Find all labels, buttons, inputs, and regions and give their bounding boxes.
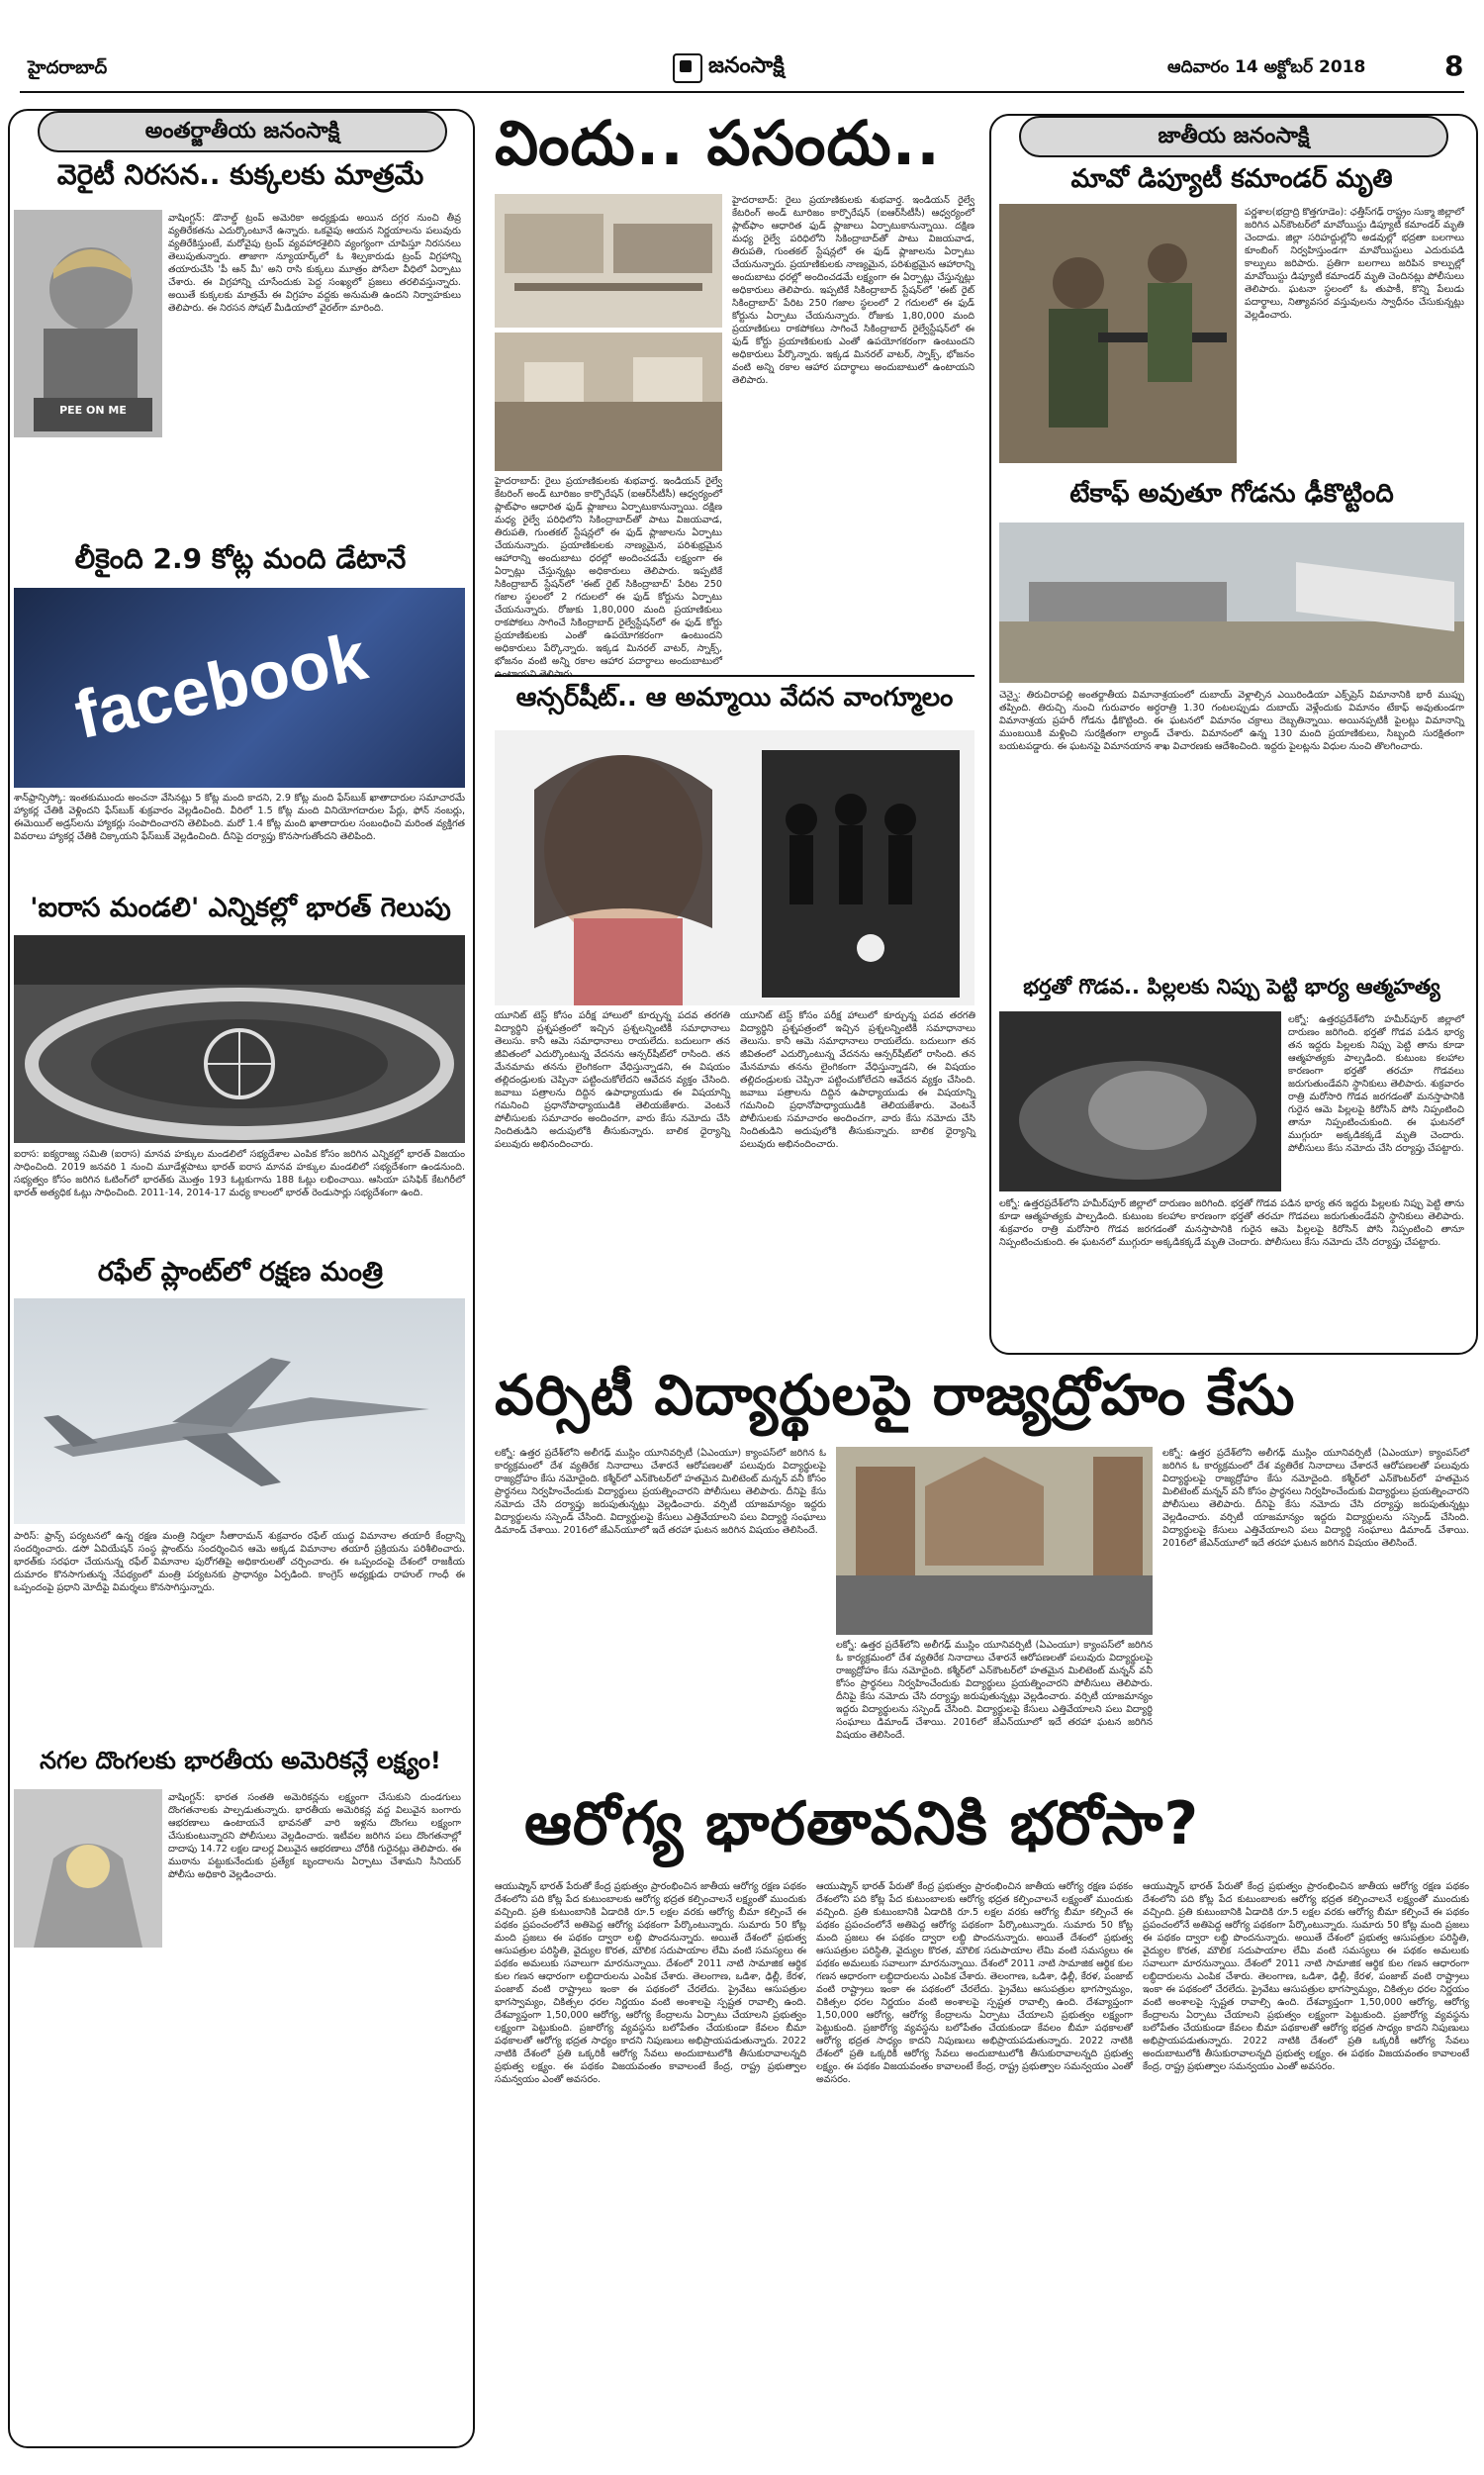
story-headline: వెరైటీ నిరసన.. కుక్కలకు మాత్రమే: [56, 158, 424, 191]
second-body-part1: యూనిట్‌ టెస్ట్‌ కోసం పరీక్ష హాలులో కూర్చున్న పదవ తరగతి విద్యార్థిని ప్రశ్నపత్రంలో ఇచ్చిన ప్రశ్నలన్నింటికీ సమాధానాలు తెలుసు. కానీ ఆమె సమాధానాలు రాయలేదు. బదులుగా తన జీవితంలో ఎదుర్కొంటున్న వేదనను ఆన్సర్‌షీట్‌లో రాసింది. తన మేనమామ తనను లైంగికంగా వేధిస్తున్నాడని, ఈ విషయం తల్లిదండ్రులకు చెప్పినా పట్టించుకోలేదని ఆవేదన వ్యక్తం చేసింది. జవాబు పత్రాలను దిద్దిన ఉపాధ్యాయుడు ఈ విషయాన్ని గమనించి ప్రధానోపాధ్యాయుడికి తెలియజేశారు. వెంటనే పోలీసులకు సమాచారం అందించగా, వారు కేసు నమోదు చేసి నిందితుడిని అదుపులోకి తీసుకున్నారు. బాలిక ధైర్యాన్ని పలువురు అభినందించారు.: [495, 1010, 730, 1150]
newspaper-logo-icon: [673, 53, 702, 83]
story-body: వాషింగ్టన్‌: భారత సంతతి అమెరికన్లను లక్ష్యంగా చేసుకుని దుండగులు దొంగతనాలకు పాల్పడుతున్నారు. భారతీయ అమెరికన్ల వద్ద విలువైన బంగారు ఆభరణాలు ఉంటాయనే భావనతో వారి ఇళ్లను దొంగలు లక్ష్యంగా చేసుకుంటున్నారని పోలీసులు వెల్లడించారు. ఇటీవల జరిగిన పలు దొంగతనాల్లో దాదాపు 14.72 లక్షల డాలర్ల విలువైన ఆభరణాలు చోరీకి గురైనట్లు తెలిపారు. ఈ ముఠాను పట్టుకునేందుకు ప్రత్యేక బృందాలను ఏర్పాటు చేశామని సీనియర్‌ పోలీసు అధికారి వెల్లడించారు.: [168, 1792, 461, 1880]
armed-cadre-image: [999, 204, 1237, 463]
story-headline: 'ఐరాస మండలి' ఎన్నికల్లో భారత్‌ గెలుపు: [30, 893, 451, 923]
trump-statue-photo: [14, 210, 162, 437]
story-body-continued: లక్నో: ఉత్తరప్రదేశ్‌లోని హమీర్‌పూర్‌ జిల్లాలో దారుణం జరిగింది. భర్తతో గొడవ పడిన భార్య తన ఇద్దరు పిల్లలకు నిప్పు పెట్టి తాను కూడా ఆత్మహత్యకు పాల్పడింది. కుటుంబ కలహాల కారణంగా భర్తతో తరచూ గొడవలు జరుగుతుండేవని స్థానికులు తెలిపారు. శుక్రవారం రాత్రి మరోసారి గొడవ జరగడంతో మనస్తాపానికి గురైన ఆమె పిల్లలపై కిరోసిన్‌ పోసి నిప్పంటించి తానూ నిప్పంటించుకుంది. ఈ ఘటనలో ముగ్గురూ అక్కడికక్కడే మృతి చెందారు. పోలీసులు కేసు నమోదు చేసి దర్యాప్తు చేపట్టారు.: [999, 1198, 1465, 1248]
fighter-jet-image: [14, 1298, 465, 1524]
masthead: [0, 0, 1484, 94]
story-body: పర్ణశాల(భద్రాద్రి కొత్తగూడెం): ఛత్తీస్‌గఢ్‌ రాష్ట్రం సుక్మా జిల్లాలో జరిగిన ఎన్‌కౌంటర్‌లో మావోయిస్టు డిప్యూటీ కమాండర్‌ మృతి చెందాడు. జిల్లా సరిహద్దుల్లోని అడవుల్లో భద్రతా బలగాలు కూంబింగ్‌ నిర్వహిస్తుండగా మావోయిస్టులు ఎదురుపడి కాల్పులు జరిపారు. ప్రతిగా బలగాలు జరిపిన కాల్పుల్లో మావోయిస్టు డిప్యూటీ కమాండర్‌ మృతి చెందినట్లు పోలీసులు తెలిపారు. ఘటనా స్థలంలో ఓ తుపాకీ, కొన్ని పేలుడు పదార్థాలు, నిత్యావసర వస్తువులను స్వాధీనం చేసుకున్నట్లు వెల్లడించారు.: [1245, 207, 1464, 321]
story-headline: మావో డిప్యూటీ కమాండర్‌ మృతి: [1070, 164, 1393, 194]
fourth-body-part3: ఆయుష్మాన్‌ భారత్‌ పేరుతో కేంద్ర ప్రభుత్వం ప్రారంభించిన జాతీయ ఆరోగ్య రక్షణ పథకం దేశంలోని పది కోట్ల పేద కుటుంబాలకు ఆరోగ్య భద్రత కల్పించాలనే లక్ష్యంతో ముందుకు వచ్చింది. ప్రతి కుటుంబానికి ఏడాదికి రూ.5 లక్షల వరకు ఆరోగ్య బీమా కల్పించే ఈ పథకం ప్రపంచంలోనే అతిపెద్ద ఆరోగ్య పథకంగా పేర్కొంటున్నారు. సుమారు 50 కోట్ల మంది ప్రజలు ఈ పథకం ద్వారా లబ్ధి పొందనున్నారు. అయితే దేశంలో ప్రభుత్వ ఆసుపత్రుల పరిస్థితి, వైద్యుల కొరత, మౌలిక సదుపాయాల లేమి వంటి సమస్యలు ఈ పథకం అమలుకు సవాలుగా మారనున్నాయి. దేశంలో 2011 నాటి సామాజిక ఆర్థిక కుల గణన ఆధారంగా లబ్ధిదారులను ఎంపిక చేశారు. తెలంగాణ, ఒడిశా, ఢిల్లీ, కేరళ, పంజాబ్‌ వంటి రాష్ట్రాలు ఇంకా ఈ పథకంలో చేరలేదు. ప్రైవేటు ఆసుపత్రుల భాగస్వామ్యం, చికిత్సల ధరల నిర్ణయం వంటి అంశాలపై స్పష్టత రావాల్సి ఉంది. దేశవ్యాప్తంగా 1,50,000 ఆరోగ్య, ఆరోగ్య కేంద్రాలను ఏర్పాటు చేయాలని ప్రభుత్వం లక్ష్యంగా పెట్టుకుంది. ప్రజారోగ్య వ్యవస్థను బలోపేతం చేయకుండా కేవలం బీమా పథకాలతో ఆరోగ్య భద్రత సాధ్యం కాదని నిపుణులు అభిప్రాయపడుతున్నారు. 2022 నాటికి దేశంలో ప్రతి ఒక్కరికీ ఆరోగ్య సేవలు అందుబాటులోకి తీసుకురావాలన్నది ప్రభుత్వ లక్ష్యం. ఈ పథకం విజయవంతం కావాలంటే కేంద్ర, రాష్ట్ర ప్రభుత్వాల సమన్వయం ఎంతో అవసరం.: [1143, 1881, 1469, 2072]
masthead-logo-text: జనంసాక్షి: [708, 53, 785, 78]
story-body: పారిస్‌: ఫ్రాన్స్‌ పర్యటనలో ఉన్న రక్షణ మంత్రి నిర్మలా సీతారామన్‌ శుక్రవారం రఫేల్‌ యుద్ధ విమానాల తయారీ కేంద్రాన్ని సందర్శించారు. డసో ఏవియేషన్‌ సంస్థ ప్లాంట్‌ను సందర్శించిన ఆమె అక్కడ విమానాల తయారీ ప్రక్రియను పరిశీలించారు. భారత్‌కు సరఫరా చేయనున్న రఫేల్‌ విమానాల పురోగతిపై అధికారులతో చర్చించారు. ఈ ఒప్పందంపై దేశంలో రాజకీయ దుమారం కొనసాగుతున్న నేపథ్యంలో మంత్రి పర్యటనకు ప్రాధాన్యం ఏర్పడింది. కాంగ్రెస్‌ అధ్యక్షుడు రాహుల్‌ గాంధీ ఈ ఒప్పందంపై ప్రధాని మోదీపై విమర్శలు కొనసాగిస్తున్నారు.: [14, 1531, 465, 1593]
third-body-part1: లక్నో: ఉత్తర ప్రదేశ్‌లోని అలీగఢ్‌ ముస్లిం యూనివర్సిటీ (ఏఎంయూ) క్యాంపస్‌లో జరిగిన ఓ కార్యక్రమంలో దేశ వ్యతిరేక నినాదాలు చేశారనే ఆరోపణలతో పలువురు విద్యార్థులపై రాజ్యద్రోహం కేసు నమోదైంది. కశ్మీర్‌లో ఎన్‌కౌంటర్‌లో హతమైన మిలిటెంట్‌ మన్నన్‌ వనీ కోసం ప్రార్థనలు నిర్వహించేందుకు విద్యార్థులు ప్రయత్నించారని పోలీసులు తెలిపారు. దీనిపై కేసు నమోదు చేసి దర్యాప్తు జరుపుతున్నట్లు వెల్లడించారు. వర్సిటీ యాజమాన్యం ఇద్దరు విద్యార్థులను సస్పెండ్‌ చేసింది. విద్యార్థులపై కేసులు ఎత్తివేయాలని పలు విద్యార్థి సంఘాలు డిమాండ్‌ చేశాయి. 2016లో జేఎన్‌యూలో ఇదే తరహా ఘటన జరిగిన విషయం తెలిసిందే.: [495, 1448, 826, 1536]
lead-body-part2: హైదరాబాద్‌: రైలు ప్రయాణికులకు శుభవార్త. ఇండియన్‌ రైల్వే కేటరింగ్‌ అండ్‌ టూరిజం కార్పొరేషన్‌ (ఐఆర్‌సీటీసీ) ఆధ్వర్యంలో ప్లాట్‌ఫాం ఆధారిత ఫుడ్‌ ప్లాజాలు ఏర్పాటుకానున్నాయి. దక్షిణ మధ్య రైల్వే పరిధిలోని సికింద్రాబాద్‌తో పాటు విజయవాడ, తిరుపతి, గుంతకల్‌ స్టేషన్లలో ఈ ఫుడ్‌ ప్లాజాలను ఏర్పాటు చేయనున్నారు. ప్రయాణికులకు నాణ్యమైన, పరిశుభ్రమైన ఆహారాన్ని అందుబాటు ధరల్లో అందించడమే లక్ష్యంగా ఈ ఏర్పాట్లు చేస్తున్నట్లు అధికారులు తెలిపారు. ఇప్పటికే సికింద్రాబాద్‌ స్టేషన్‌లో 'ఈట్‌ రైట్‌ సికింద్రాబాద్‌' పేరిట 250 గజాల స్థలంలో 2 గదులలో ఈ ఫుడ్‌ కోర్టును ఏర్పాటు చేయనున్నారు. రోజుకు 1,80,000 మంది ప్రయాణికులు రాకపోకలు సాగించే సికింద్రాబాద్‌ రైల్వేస్టేషన్‌లో ఈ ఫుడ్‌ కోర్టు ప్రయాణికులకు ఎంతో ఉపయోగకరంగా ఉంటుందని అధికారులు పేర్కొన్నారు. ఇక్కడ మినరల్‌ వాటర్‌, స్నాక్స్‌, భోజనం వంటి అన్ని రకాల ఆహార పదార్థాలు అందుబాటులో ఉంటాయని తెలిపారు.: [732, 195, 974, 386]
statue-sign-text: PEE ON ME: [59, 404, 127, 417]
story-body: లక్నో: ఉత్తరప్రదేశ్‌లోని హమీర్‌పూర్‌ జిల్లాలో దారుణం జరిగింది. భర్తతో గొడవ పడిన భార్య తన ఇద్దరు పిల్లలకు నిప్పు పెట్టి తాను కూడా ఆత్మహత్యకు పాల్పడింది. కుటుంబ కలహాల కారణంగా భర్తతో తరచూ గొడవలు జరుగుతుండేవని స్థానికులు తెలిపారు. శుక్రవారం రాత్రి మరోసారి గొడవ జరగడంతో మనస్తాపానికి గురైన ఆమె పిల్లలపై కిరోసిన్‌ పోసి నిప్పంటించి తానూ నిప్పంటించుకుంది. ఈ ఘటనలో ముగ్గురూ అక్కడికక్కడే మృతి చెందారు. పోలీసులు కేసు నమోదు చేసి దర్యాప్తు చేపట్టారు.: [1288, 1014, 1464, 1154]
third-body-part2: లక్నో: ఉత్తర ప్రదేశ్‌లోని అలీగఢ్‌ ముస్లిం యూనివర్సిటీ (ఏఎంయూ) క్యాంపస్‌లో జరిగిన ఓ కార్యక్రమంలో దేశ వ్యతిరేక నినాదాలు చేశారనే ఆరోపణలతో పలువురు విద్యార్థులపై రాజ్యద్రోహం కేసు నమోదైంది. కశ్మీర్‌లో ఎన్‌కౌంటర్‌లో హతమైన మిలిటెంట్‌ మన్నన్‌ వనీ కోసం ప్రార్థనలు నిర్వహించేందుకు విద్యార్థులు ప్రయత్నించారని పోలీసులు తెలిపారు. దీనిపై కేసు నమోదు చేసి దర్యాప్తు జరుపుతున్నట్లు వెల్లడించారు. వర్సిటీ యాజమాన్యం ఇద్దరు విద్యార్థులను సస్పెండ్‌ చేసింది. విద్యార్థులపై కేసులు ఎత్తివేయాలని పలు విద్యార్థి సంఘాలు డిమాండ్‌ చేశాయి. 2016లో జేఎన్‌యూలో ఇదే తరహా ఘటన జరిగిన విషయం తెలిసిందే.: [836, 1640, 1153, 1741]
story-body: ఐరాస: ఐక్యరాజ్య సమితి (ఐరాస) మానవ హక్కుల మండలిలో సభ్యదేశాల ఎంపిక కోసం జరిగిన ఎన్నికల్లో భారత్‌ విజయం సాధించింది. 2019 జనవరి 1 నుంచి మూడేళ్లపాటు భారత్‌ ఐరాస మానవ హక్కుల మండలిలో సభ్యదేశంగా ఉండనుంది. సభ్యత్వం కోసం జరిగిన ఓటింగ్‌లో భారత్‌కు మొత్తం 193 ఓట్లకుగాను 188 ఓట్లు లభించాయి. ఆసియా పసిఫిక్‌ కేటగిరీలో భారత్‌ అత్యధిక ఓట్లు సాధించింది. 2011-14, 2014-17 మధ్య కాలంలో భారత్‌ రెండుసార్లు సభ్యదేశంగా ఉంది.: [14, 1149, 465, 1198]
lead-headline: విందు.. పసందు..: [495, 107, 941, 179]
masthead-date: ఆదివారం 14 అక్టోబర్ 2018: [1167, 57, 1366, 77]
left-section-title: అంతర్జాతీయ జనంసాక్షి: [38, 111, 447, 152]
right-section-title: జాతీయ జనంసాక్షి: [1019, 116, 1448, 157]
fourth-body-part2: ఆయుష్మాన్‌ భారత్‌ పేరుతో కేంద్ర ప్రభుత్వం ప్రారంభించిన జాతీయ ఆరోగ్య రక్షణ పథకం దేశంలోని పది కోట్ల పేద కుటుంబాలకు ఆరోగ్య భద్రత కల్పించాలనే లక్ష్యంతో ముందుకు వచ్చింది. ప్రతి కుటుంబానికి ఏడాదికి రూ.5 లక్షల వరకు ఆరోగ్య బీమా కల్పించే ఈ పథకం ప్రపంచంలోనే అతిపెద్ద ఆరోగ్య పథకంగా పేర్కొంటున్నారు. సుమారు 50 కోట్ల మంది ప్రజలు ఈ పథకం ద్వారా లబ్ధి పొందనున్నారు. అయితే దేశంలో ప్రభుత్వ ఆసుపత్రుల పరిస్థితి, వైద్యుల కొరత, మౌలిక సదుపాయాల లేమి వంటి సమస్యలు ఈ పథకం అమలుకు సవాలుగా మారనున్నాయి. దేశంలో 2011 నాటి సామాజిక ఆర్థిక కుల గణన ఆధారంగా లబ్ధిదారులను ఎంపిక చేశారు. తెలంగాణ, ఒడిశా, ఢిల్లీ, కేరళ, పంజాబ్‌ వంటి రాష్ట్రాలు ఇంకా ఈ పథకంలో చేరలేదు. ప్రైవేటు ఆసుపత్రుల భాగస్వామ్యం, చికిత్సల ధరల నిర్ణయం వంటి అంశాలపై స్పష్టత రావాల్సి ఉంది. దేశవ్యాప్తంగా 1,50,000 ఆరోగ్య, ఆరోగ్య కేంద్రాలను ఏర్పాటు చేయాలని ప్రభుత్వం లక్ష్యంగా పెట్టుకుంది. ప్రజారోగ్య వ్యవస్థను బలోపేతం చేయకుండా కేవలం బీమా పథకాలతో ఆరోగ్య భద్రత సాధ్యం కాదని నిపుణులు అభిప్రాయపడుతున్నారు. 2022 నాటికి దేశంలో ప్రతి ఒక్కరికీ ఆరోగ్య సేవలు అందుబాటులోకి తీసుకురావాలన్నది ప్రభుత్వ లక్ష్యం. ఈ పథకం విజయవంతం కావాలంటే కేంద్ర, రాష్ట్ర ప్రభుత్వాల సమన్వయం ఎంతో అవసరం.: [816, 1881, 1133, 2085]
story-body: శాన్‌ఫ్రాన్సిస్కో: ఇంతకుముందు అంచనా వేసినట్లు 5 కోట్ల మంది కాదని, 2.9 కోట్ల మంది ఫేస్‌బుక్‌ ఖాతాదారుల సమాచారమే హ్యాకర్ల చేతికి వెళ్లిందని ఫేస్‌బుక్‌ శుక్రవారం వెల్లడించింది. వీరిలో 1.5 కోట్ల మంది వినియోగదారుల పేర్లు, ఫోన్‌ నంబర్లు, ఈమెయిల్‌ అడ్రస్‌లను హ్యాకర్లు సంపాదించారని తెలిపింది. మరో 1.4 కోట్ల మంది ఖాతాదారుల సంబంధించి మరింత వ్యక్తిగత వివరాలు హ్యాకర్ల చేతికి చిక్కాయని ఫేస్‌బుక్‌ వెల్లడించింది. దీనిపై దర్యాప్తు కొనసాగుతోందని తెలిపింది.: [14, 793, 465, 842]
masthead-logo: [673, 53, 785, 83]
restaurant-interior-image: [495, 194, 722, 328]
fire-smoke-image: [999, 1011, 1281, 1191]
food-counter-image: [495, 333, 722, 471]
un-assembly-photo: [14, 935, 465, 1143]
masthead-rule: [20, 91, 1464, 93]
story-headline: లీకైంది 2.9 కోట్ల మంది డేటానే: [74, 542, 407, 575]
story-headline: టేకాఫ్‌ అవుతూ గోడను ఢీకొట్టింది: [1069, 479, 1394, 509]
damaged-wall-image: [999, 523, 1464, 683]
story-headline: నగల దొంగలకు భారతీయ అమెరికన్లే లక్ష్యం!: [40, 1747, 441, 1774]
hands-jewellery-image: [14, 1789, 162, 1948]
food-plaza-photo-2: [495, 333, 722, 471]
jewellery-hands-photo: [14, 1789, 162, 1948]
section-divider: [495, 675, 974, 677]
university-campus-photo: [836, 1447, 1153, 1635]
girl-illustration: [495, 730, 974, 1005]
facebook-photo: [14, 588, 465, 788]
story-body: చెన్నై: తిరుచిరాపల్లి అంతర్జాతీయ విమానాశ్రయంలో దుబాయ్‌ వెళ్లాల్సిన ఎయిరిండియా ఎక్స్‌ప్రెస్‌ విమానానికి భారీ ముప్పు తప్పింది. తిరుచ్చి నుంచి గురువారం అర్ధరాత్రి 1.30 గంటలప్పుడు దుబాయ్‌ వెళ్లేందుకు విమానం టేకాఫ్‌ అవుతుండగా విమానాశ్రయ ప్రహరీ గోడను ఢీకొట్టింది. ఈ ఘటనలో విమానం చక్రాలు దెబ్బతిన్నాయి. అయినప్పటికీ పైలట్లు విమానాన్ని ముంబయికి మళ్లించి సురక్షితంగా ల్యాండ్‌ చేశారు. విమానంలో ఉన్న 130 మంది ప్రయాణికులు, సిబ్బంది సురక్షితంగా బయటపడ్డారు. ఈ ఘటనపై విమానయాన శాఖ విచారణకు ఆదేశించింది. ఇద్దరు పైలట్లను విధుల నుంచి తొలగించారు.: [999, 690, 1464, 752]
third-headline: వర్సిటీ విద్యార్థులపై రాజ్యద్రోహం కేసు: [495, 1364, 1296, 1428]
second-body-part2: యూనిట్‌ టెస్ట్‌ కోసం పరీక్ష హాలులో కూర్చున్న పదవ తరగతి విద్యార్థిని ప్రశ్నపత్రంలో ఇచ్చిన ప్రశ్నలన్నింటికీ సమాధానాలు తెలుసు. కానీ ఆమె సమాధానాలు రాయలేదు. బదులుగా తన జీవితంలో ఎదుర్కొంటున్న వేదనను ఆన్సర్‌షీట్‌లో రాసింది. తన మేనమామ తనను లైంగికంగా వేధిస్తున్నాడని, ఈ విషయం తల్లిదండ్రులకు చెప్పినా పట్టించుకోలేదని ఆవేదన వ్యక్తం చేసింది. జవాబు పత్రాలను దిద్దిన ఉపాధ్యాయుడు ఈ విషయాన్ని గమనించి ప్రధానోపాధ్యాయుడికి తెలియజేశారు. వెంటనే పోలీసులకు సమాచారం అందించగా, వారు కేసు నమోదు చేసి నిందితుడిని అదుపులోకి తీసుకున్నారు. బాలిక ధైర్యాన్ని పలువురు అభినందించారు.: [740, 1010, 975, 1150]
page-number: 8: [1444, 49, 1464, 82]
food-plaza-photo-1: [495, 194, 722, 328]
masthead-city: హైదరాబాద్: [28, 57, 108, 78]
rafale-jet-photo: [14, 1298, 465, 1524]
fire-photo: [999, 1011, 1281, 1191]
second-headline: ఆన్సర్‌షీట్‌.. ఆ అమ్మాయి వేదన వాంగ్మూలం: [515, 683, 954, 713]
campus-protest-image: [836, 1447, 1153, 1635]
story-body: వాషింగ్టన్‌: డొనాల్డ్‌ ట్రంప్‌ అమెరికా అధ్యక్షుడు అయిన దగ్గర నుంచి తీవ్ర వ్యతిరేకతను ఎదుర్కొంటూనే ఉన్నారు. ఒకవైపు ఆయన నిర్ణయాలను పలువురు వ్యతిరేకిస్తుంటే, మరోవైపు ట్రంప్‌ వ్యవహారశైలిని వ్యంగ్యంగా చూపిస్తూ నిరసనలు తెలుపుతున్నారు. తాజాగా న్యూయార్క్‌లో ఓ శిల్పకారుడు ట్రంప్‌ విగ్రహాన్ని తయారుచేసి 'పీ ఆన్‌ మీ' అని రాసి కుక్కలు మూత్రం పోసేలా వీధిలో ఏర్పాటు చేశారు. ఈ విగ్రహాన్ని చూసేందుకు పెద్ద సంఖ్యలో ప్రజలు తరలివస్తున్నారు. అయితే కుక్కలకు మాత్రమే ఈ విగ్రహం వద్దకు అనుమతి ఉందని నిర్వాహకులు తెలిపారు. ఈ నిరసన సోషల్‌ మీడియాలో వైరల్‌గా మారింది.: [168, 213, 461, 314]
aircraft-wall-photo: [999, 523, 1464, 683]
crying-girl-image: [495, 730, 974, 1005]
third-body-part3: లక్నో: ఉత్తర ప్రదేశ్‌లోని అలీగఢ్‌ ముస్లిం యూనివర్సిటీ (ఏఎంయూ) క్యాంపస్‌లో జరిగిన ఓ కార్యక్రమంలో దేశ వ్యతిరేక నినాదాలు చేశారనే ఆరోపణలతో పలువురు విద్యార్థులపై రాజ్యద్రోహం కేసు నమోదైంది. కశ్మీర్‌లో ఎన్‌కౌంటర్‌లో హతమైన మిలిటెంట్‌ మన్నన్‌ వనీ కోసం ప్రార్థనలు నిర్వహించేందుకు విద్యార్థులు ప్రయత్నించారని పోలీసులు తెలిపారు. దీనిపై కేసు నమోదు చేసి దర్యాప్తు జరుపుతున్నట్లు వెల్లడించారు. వర్సిటీ యాజమాన్యం ఇద్దరు విద్యార్థులను సస్పెండ్‌ చేసింది. విద్యార్థులపై కేసులు ఎత్తివేయాలని పలు విద్యార్థి సంఘాలు డిమాండ్‌ చేశాయి. 2016లో జేఎన్‌యూలో ఇదే తరహా ఘటన జరిగిన విషయం తెలిసిందే.: [1162, 1448, 1469, 1549]
story-headline: భర్తతో గొడవ.. పిల్లలకు నిప్పు పెట్టి భార్య ఆత్మహత్య: [1023, 975, 1440, 999]
fourth-headline: ఆరోగ్య భారతావనికి భరోసా?: [524, 1789, 1200, 1858]
fourth-body-part1: ఆయుష్మాన్‌ భారత్‌ పేరుతో కేంద్ర ప్రభుత్వం ప్రారంభించిన జాతీయ ఆరోగ్య రక్షణ పథకం దేశంలోని పది కోట్ల పేద కుటుంబాలకు ఆరోగ్య భద్రత కల్పించాలనే లక్ష్యంతో ముందుకు వచ్చింది. ప్రతి కుటుంబానికి ఏడాదికి రూ.5 లక్షల వరకు ఆరోగ్య బీమా కల్పించే ఈ పథకం ప్రపంచంలోనే అతిపెద్ద ఆరోగ్య పథకంగా పేర్కొంటున్నారు. సుమారు 50 కోట్ల మంది ప్రజలు ఈ పథకం ద్వారా లబ్ధి పొందనున్నారు. అయితే దేశంలో ప్రభుత్వ ఆసుపత్రుల పరిస్థితి, వైద్యుల కొరత, మౌలిక సదుపాయాల లేమి వంటి సమస్యలు ఈ పథకం అమలుకు సవాలుగా మారనున్నాయి. దేశంలో 2011 నాటి సామాజిక ఆర్థిక కుల గణన ఆధారంగా లబ్ధిదారులను ఎంపిక చేశారు. తెలంగాణ, ఒడిశా, ఢిల్లీ, కేరళ, పంజాబ్‌ వంటి రాష్ట్రాలు ఇంకా ఈ పథకంలో చేరలేదు. ప్రైవేటు ఆసుపత్రుల భాగస్వామ్యం, చికిత్సల ధరల నిర్ణయం వంటి అంశాలపై స్పష్టత రావాల్సి ఉంది. దేశవ్యాప్తంగా 1,50,000 ఆరోగ్య, ఆరోగ్య కేంద్రాలను ఏర్పాటు చేయాలని ప్రభుత్వం లక్ష్యంగా పెట్టుకుంది. ప్రజారోగ్య వ్యవస్థను బలోపేతం చేయకుండా కేవలం బీమా పథకాలతో ఆరోగ్య భద్రత సాధ్యం కాదని నిపుణులు అభిప్రాయపడుతున్నారు. 2022 నాటికి దేశంలో ప్రతి ఒక్కరికీ ఆరోగ్య సేవలు అందుబాటులోకి తీసుకురావాలన్నది ప్రభుత్వ లక్ష్యం. ఈ పథకం విజయవంతం కావాలంటే కేంద్ర, రాష్ట్ర ప్రభుత్వాల సమన్వయం ఎంతో అవసరం.: [495, 1881, 806, 2085]
un-emblem-image: [14, 935, 465, 1143]
lead-body-part1: హైదరాబాద్‌: రైలు ప్రయాణికులకు శుభవార్త. ఇండియన్‌ రైల్వే కేటరింగ్‌ అండ్‌ టూరిజం కార్పొరేషన్‌ (ఐఆర్‌సీటీసీ) ఆధ్వర్యంలో ప్లాట్‌ఫాం ఆధారిత ఫుడ్‌ ప్లాజాలు ఏర్పాటుకానున్నాయి. దక్షిణ మధ్య రైల్వే పరిధిలోని సికింద్రాబాద్‌తో పాటు విజయవాడ, తిరుపతి, గుంతకల్‌ స్టేషన్లలో ఈ ఫుడ్‌ ప్లాజాలను ఏర్పాటు చేయనున్నారు. ప్రయాణికులకు నాణ్యమైన, పరిశుభ్రమైన ఆహారాన్ని అందుబాటు ధరల్లో అందించడమే లక్ష్యంగా ఈ ఏర్పాట్లు చేస్తున్నట్లు అధికారులు తెలిపారు. ఇప్పటికే సికింద్రాబాద్‌ స్టేషన్‌లో 'ఈట్‌ రైట్‌ సికింద్రాబాద్‌' పేరిట 250 గజాల స్థలంలో 2 గదులలో ఈ ఫుడ్‌ కోర్టును ఏర్పాటు చేయనున్నారు. రోజుకు 1,80,000 మంది ప్రయాణికులు రాకపోకలు సాగించే సికింద్రాబాద్‌ రైల్వేస్టేషన్‌లో ఈ ఫుడ్‌ కోర్టు ప్రయాణికులకు ఎంతో ఉపయోగకరంగా ఉంటుందని అధికారులు పేర్కొన్నారు. ఇక్కడ మినరల్‌ వాటర్‌, స్నాక్స్‌, భోజనం వంటి అన్ని రకాల ఆహార పదార్థాలు అందుబాటులో: [495, 476, 722, 667]
maoist-photo: [999, 204, 1237, 463]
story-headline: రఫేల్‌ ప్లాంట్‌లో రక్షణ మంత్రి: [97, 1257, 384, 1287]
facebook-logo-text: facebook: [68, 618, 374, 754]
